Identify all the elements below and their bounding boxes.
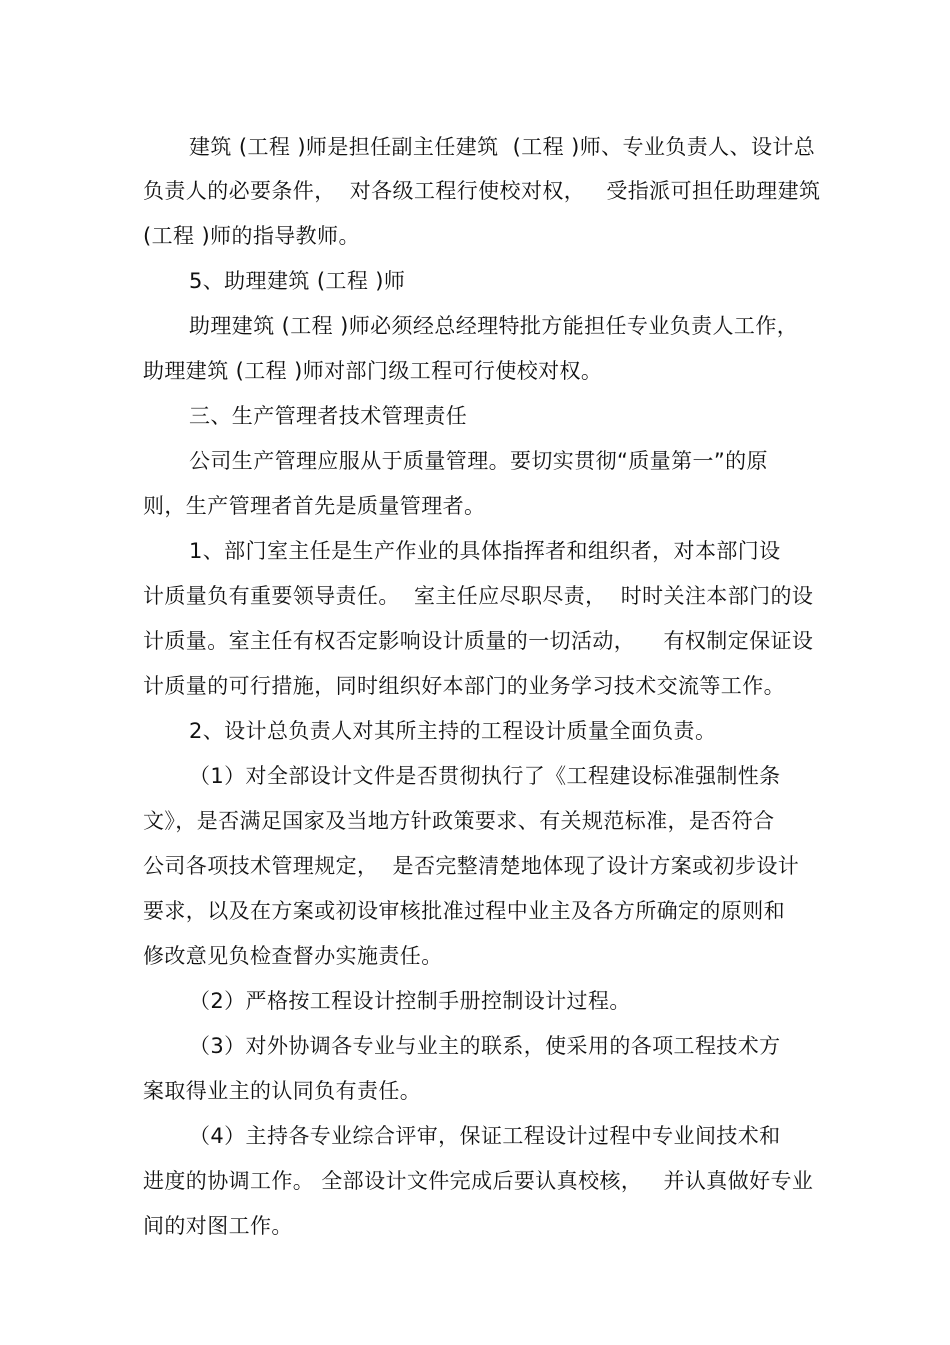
text-line-21: （3）对外协调各专业与业主的联系，使采用的各项工程技术方: [189, 1034, 781, 1058]
text-line-17: 公司各项技术管理规定， 是否完整清楚地体现了设计方案或初步设计: [143, 854, 800, 878]
text-line-12: 计质量。室主任有权否定影响设计质量的一切活动， 有权制定保证设: [143, 629, 814, 653]
text-line-16: 文》，是否满足国家及当地方针政策要求、有关规范标准，是否符合: [143, 809, 775, 833]
text-line-20: （2）严格按工程设计控制手册控制设计过程。: [189, 989, 631, 1013]
section-heading-production-management: 三、生产管理者技术管理责任: [189, 404, 468, 428]
text-line-19: 修改意见负检查督办实施责任。: [143, 944, 443, 968]
text-line-24: 进度的协调工作。 全部设计文件完成后要认真校核， 并认真做好专业: [143, 1169, 814, 1193]
text-line-18: 要求，以及在方案或初设审核批准过程中业主及各方所确定的原则和: [143, 899, 785, 923]
text-line-2: 负责人的必要条件， 对各级工程行使校对权， 受指派可担任助理建筑: [143, 179, 821, 203]
text-line-15: （1）对全部设计文件是否贯彻执行了《工程建设标准强制性条: [189, 764, 781, 788]
text-line-22: 案取得业主的认同负有责任。: [143, 1079, 422, 1103]
text-line-13: 计质量的可行措施，同时组织好本部门的业务学习技术交流等工作。: [143, 674, 785, 698]
text-line-14: 2、设计总负责人对其所主持的工程设计质量全面负责。: [189, 719, 717, 743]
text-line-8: 公司生产管理应服从于质量管理。要切实贯彻“质量第一”的原: [189, 449, 768, 473]
text-line-11: 计质量负有重要领导责任。 室主任应尽职尽责， 时时关注本部门的设: [143, 584, 814, 608]
text-line-23: （4）主持各专业综合评审，保证工程设计过程中专业间技术和: [189, 1124, 781, 1148]
text-line-5: 助理建筑 (工程 )师必须经总经理特批方能担任专业负责人工作，: [189, 314, 799, 338]
text-line-9: 则，生产管理者首先是质量管理者。: [143, 494, 486, 518]
section-heading-assistant-architect: 5、助理建筑 (工程 )师: [189, 269, 406, 293]
text-line-6: 助理建筑 (工程 )师对部门级工程可行使校对权。: [143, 359, 603, 383]
text-line-25: 间的对图工作。: [143, 1214, 293, 1238]
text-line-1: 建筑 (工程 )师是担任副主任建筑 (工程 )师、专业负责人、设计总: [189, 135, 816, 159]
text-line-3: (工程 )师的指导教师。: [143, 224, 360, 248]
text-line-10: 1、部门室主任是生产作业的具体指挥者和组织者，对本部门设: [189, 539, 781, 563]
